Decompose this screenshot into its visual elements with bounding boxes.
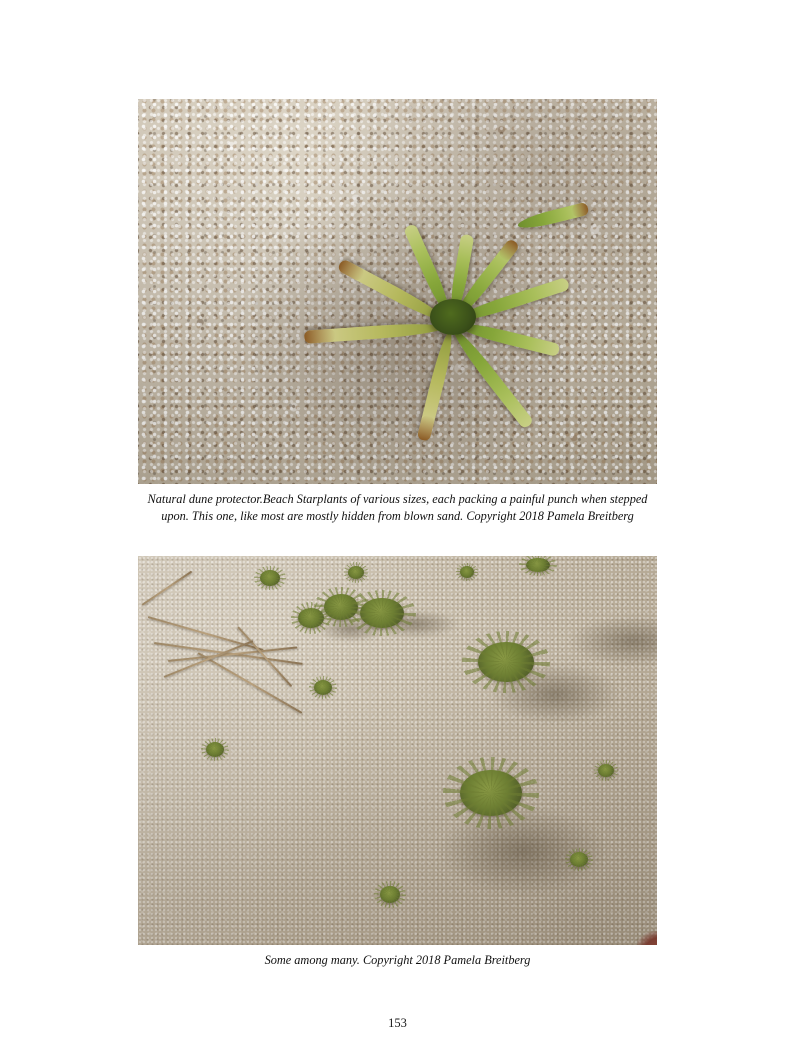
plant-tuft — [348, 566, 364, 579]
plant-tuft — [360, 598, 404, 628]
plant-tuft — [460, 770, 522, 816]
photo-dune-many-starplants — [138, 556, 657, 945]
plant-tuft — [478, 642, 534, 682]
plant-tuft — [460, 566, 474, 578]
plant-tuft — [260, 570, 280, 586]
plant-tuft — [206, 742, 224, 757]
figure-caption: Natural dune protector.Beach Starplants of various sizes, each packing a painful punch when stepped upon. This one, like most are mostly hidden from blown sand. Copyright 2018 Pamela Breitberg — [147, 492, 648, 524]
page-number: 153 — [388, 1016, 407, 1030]
plant-tuft — [380, 886, 400, 903]
plant-center — [430, 299, 476, 335]
figure-caption: Some among many. Copyright 2018 Pamela Breitberg — [264, 953, 531, 967]
plant-tuft — [526, 558, 550, 572]
plant-tuft — [598, 764, 614, 777]
photo-beach-starplant-macro — [138, 99, 657, 484]
plant-tuft — [570, 852, 588, 867]
plant-tuft — [298, 608, 324, 628]
figure-block-2 — [138, 556, 657, 969]
plant-tuft — [314, 680, 332, 695]
corner-artifact — [637, 931, 657, 945]
figure-block-1 — [138, 99, 657, 526]
